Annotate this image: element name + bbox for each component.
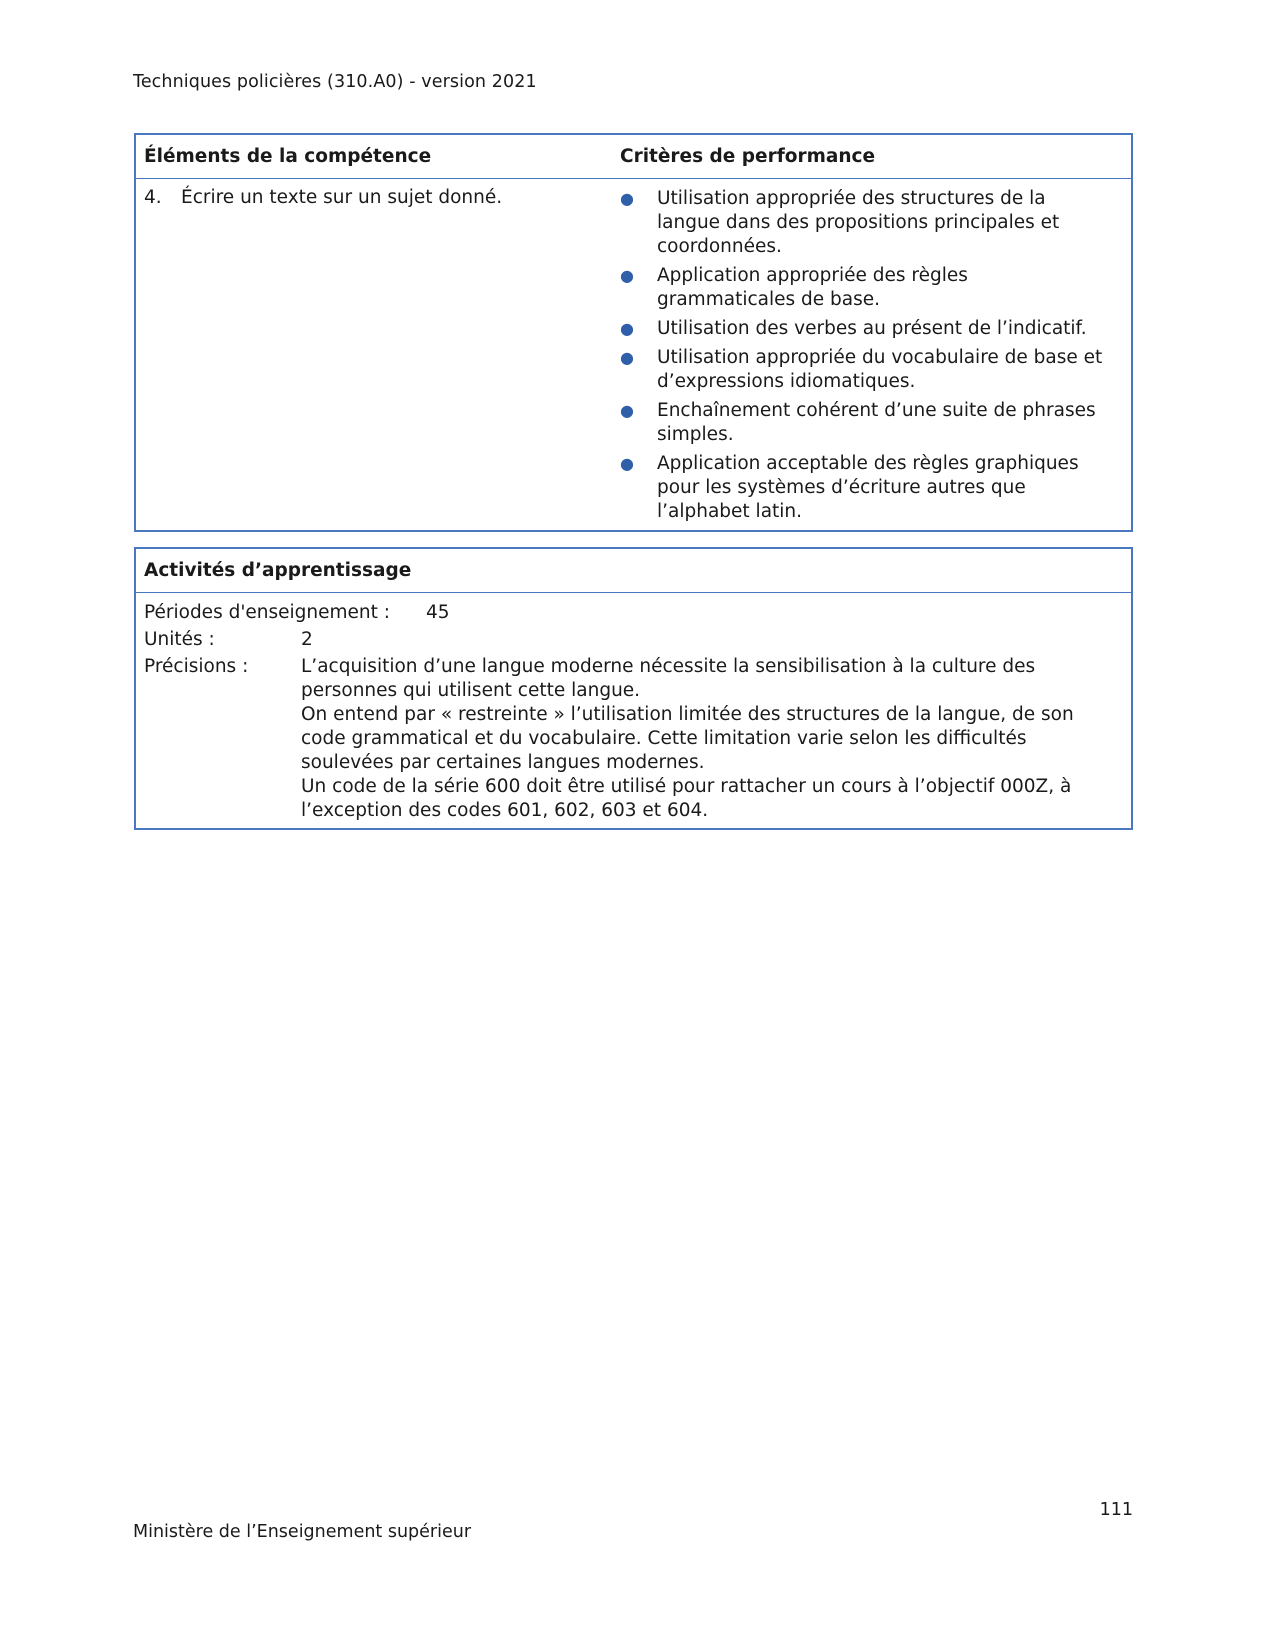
bullet-icon: ●: [620, 266, 634, 285]
bullet-icon: ●: [620, 348, 634, 367]
list-item: ● Application appropriée des règles grammaticales de base.: [620, 265, 968, 310]
competence-element: [144, 187, 502, 208]
teaching-periods-label: Périodes d'enseignement :: [144, 602, 391, 623]
performance-criteria-list: [620, 187, 1110, 529]
list-item: ● Utilisation appropriée des structures de la langue dans des propositions principales et coordonnées.: [620, 188, 1060, 257]
units-value: 2: [301, 629, 313, 650]
list-item: ● Utilisation des verbes au présent de l’indicatif.: [620, 318, 1087, 339]
bullet-icon: ●: [620, 319, 634, 338]
activities-header: [136, 549, 1131, 593]
bullet-icon: ●: [620, 189, 634, 208]
page-number: 111: [1099, 1500, 1133, 1520]
learning-activities-table: [134, 547, 1133, 830]
element-number: 4.: [144, 187, 162, 208]
running-header: Techniques policières (310.A0) - version 2021: [133, 72, 537, 92]
bullet-icon: ●: [620, 401, 634, 420]
element-text: Écrire un texte sur un sujet donné.: [181, 187, 503, 208]
column-header-criteria: Critères de performance: [620, 146, 876, 167]
precision-paragraph: Un code de la série 600 doit être utilisé pour rattacher un cours à l’objectif 000Z, à l’exception des codes 601, 602, 603 et 604.: [301, 776, 1072, 821]
competence-table: [134, 133, 1133, 532]
column-header-elements: Éléments de la compétence: [144, 146, 432, 167]
precision-paragraph: On entend par « restreinte » l’utilisation limitée des structures de la langue, de son code grammatical et du vocabulaire. Cette limitation varie selon les difficultés soulevées par certaines langues modernes.: [301, 704, 1074, 773]
list-item: ● Application acceptable des règles graphiques pour les systèmes d’écriture autres que l’alphabet latin.: [620, 453, 1079, 522]
precisions-text: [301, 655, 1101, 823]
precision-paragraph: L’acquisition d’une langue moderne nécessite la sensibilisation à la culture des personnes qui utilisent cette langue.: [301, 656, 1036, 701]
precisions-label: Précisions :: [144, 656, 249, 677]
competence-table-header: [136, 135, 1131, 179]
units-label: Unités :: [144, 629, 215, 650]
bullet-icon: ●: [620, 454, 634, 473]
teaching-periods-value: 45: [426, 602, 450, 623]
running-footer: Ministère de l’Enseignement supérieur: [133, 1522, 472, 1542]
list-item: ● Utilisation appropriée du vocabulaire de base et d’expressions idiomatiques.: [620, 347, 1103, 392]
list-item: ● Enchaînement cohérent d’une suite de phrases simples.: [620, 400, 1096, 445]
activities-title: Activités d’apprentissage: [144, 560, 412, 581]
